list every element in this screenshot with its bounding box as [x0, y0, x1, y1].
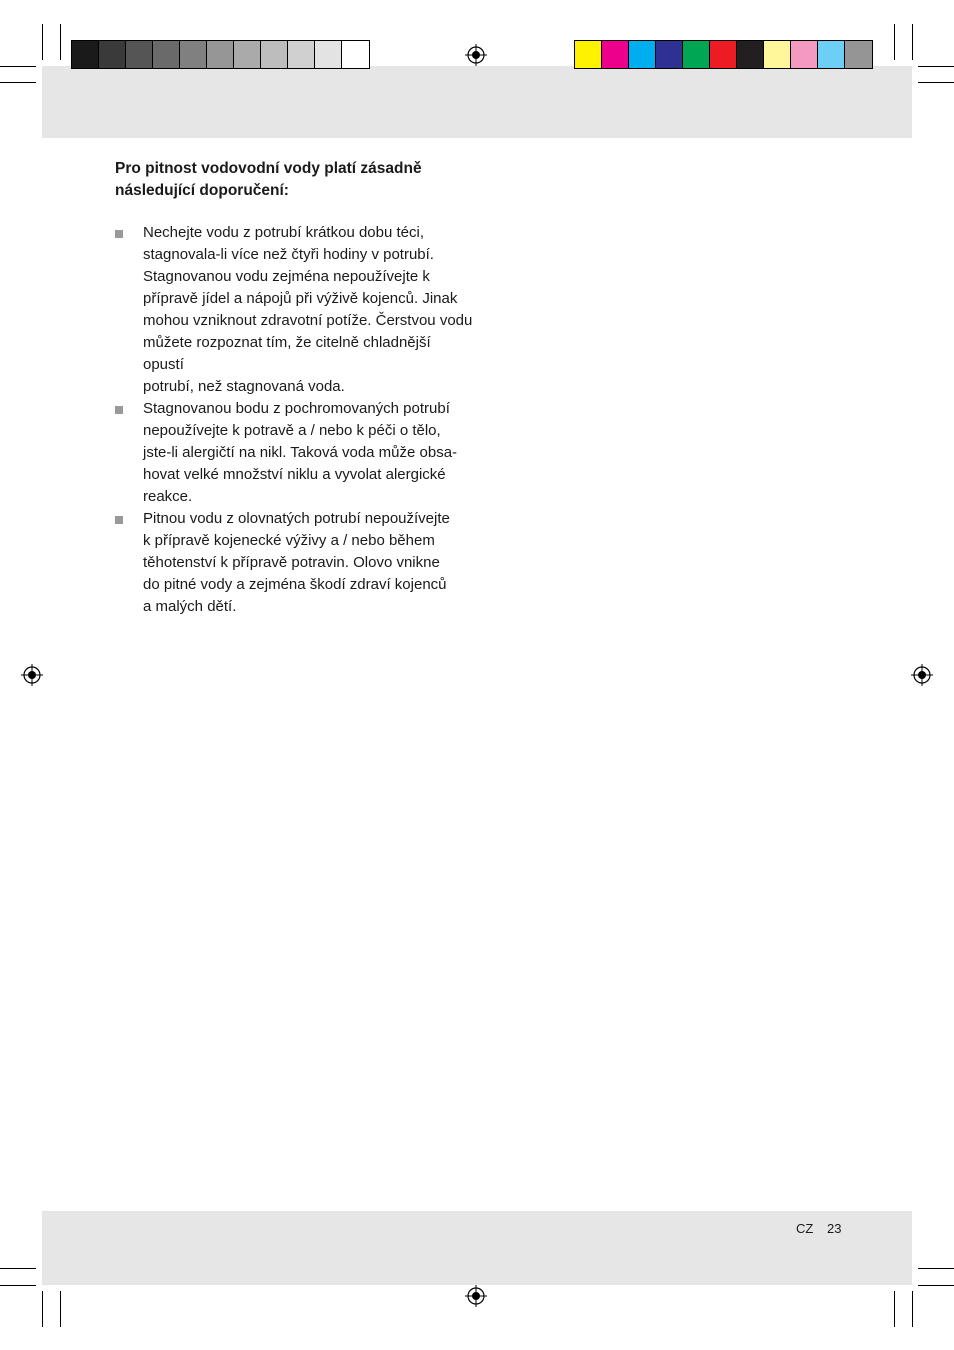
- list-item-line: do pitné vody a zejména škodí zdraví kojenců: [143, 576, 447, 593]
- color-swatch: [234, 41, 261, 68]
- list-item-line: Nechejte vodu z potrubí krátkou dobu téci,: [143, 224, 425, 241]
- list-item-line: přípravě jídel a nápojů při výživě kojenců. Jinak: [143, 290, 458, 307]
- crop-mark: [918, 1285, 954, 1286]
- list-item-line: můžete rozpoznat tím, že citelně chladnější opustí: [143, 334, 431, 373]
- header-band: [42, 66, 912, 138]
- list-item-line: Stagnovanou bodu z pochromovaných potrubí: [143, 400, 450, 417]
- list-item-line: jste-li alergičtí na nikl. Taková voda může obsa-: [143, 444, 458, 461]
- list-item-line: potrubí, než stagnovaná voda.: [143, 378, 345, 395]
- color-swatch: [629, 41, 656, 68]
- color-swatch: [261, 41, 288, 68]
- list-item-line: Pitnou vodu z olovnatých potrubí nepoužívejte: [143, 510, 450, 527]
- crop-mark: [0, 1268, 36, 1269]
- color-swatch: [602, 41, 629, 68]
- square-bullet-icon: [115, 406, 123, 414]
- footer-band: [42, 1211, 912, 1285]
- color-swatch: [180, 41, 207, 68]
- recommendation-list: [115, 222, 475, 618]
- color-swatch: [791, 41, 818, 68]
- list-item-line: nepoužívejte k potravě a / nebo k péči o tělo,: [143, 422, 441, 439]
- color-swatch: [683, 41, 710, 68]
- main-content: [115, 158, 475, 618]
- registration-mark-icon: [465, 44, 487, 66]
- color-swatch: [315, 41, 342, 68]
- color-swatch: [342, 41, 369, 68]
- color-swatch: [153, 41, 180, 68]
- color-swatch: [207, 41, 234, 68]
- list-item-line: k přípravě kojenecké výživy a / nebo během: [143, 532, 435, 549]
- crop-mark: [0, 66, 36, 67]
- color-swatch: [99, 41, 126, 68]
- registration-mark-icon: [465, 1285, 487, 1307]
- page-footer: [796, 1221, 851, 1236]
- crop-mark: [894, 24, 895, 60]
- list-item: [115, 398, 475, 508]
- crop-mark: [0, 1285, 36, 1286]
- color-swatch: [818, 41, 845, 68]
- crop-mark: [42, 24, 43, 60]
- crop-mark: [60, 24, 61, 60]
- color-swatch: [737, 41, 764, 68]
- square-bullet-icon: [115, 516, 123, 524]
- section-heading: [115, 158, 475, 202]
- registration-mark-icon: [21, 664, 43, 686]
- crop-mark: [42, 1291, 43, 1327]
- list-item-line: a malých dětí.: [143, 598, 237, 615]
- crop-mark: [918, 1268, 954, 1269]
- color-swatch: [72, 41, 99, 68]
- crop-mark: [912, 24, 913, 60]
- crop-mark: [894, 1291, 895, 1327]
- color-swatch: [126, 41, 153, 68]
- list-item-line: stagnovala-li více než čtyři hodiny v potrubí.: [143, 246, 434, 263]
- list-item-line: hovat velké množství niklu a vyvolat alergické: [143, 466, 446, 483]
- page-number: 23: [826, 1221, 842, 1236]
- color-swatch: [710, 41, 737, 68]
- list-item: [115, 508, 475, 618]
- list-item-line: Stagnovanou vodu zejména nepoužívejte k: [143, 268, 430, 285]
- list-item: [115, 222, 475, 398]
- crop-mark: [912, 1291, 913, 1327]
- color-swatch: [845, 41, 872, 68]
- color-swatch: [575, 41, 602, 68]
- color-swatch: [656, 41, 683, 68]
- process-color-bar: [574, 40, 873, 69]
- crop-mark: [60, 1291, 61, 1327]
- heading-line: následující doporučení:: [115, 182, 289, 199]
- square-bullet-icon: [115, 230, 123, 238]
- list-item-line: mohou vzniknout zdravotní potíže. Čerstvou vodu: [143, 312, 473, 329]
- color-swatch: [764, 41, 791, 68]
- heading-line: Pro pitnost vodovodní vody platí zásadně: [115, 160, 422, 177]
- grayscale-color-bar: [71, 40, 370, 69]
- color-swatch: [288, 41, 315, 68]
- crop-mark: [918, 82, 954, 83]
- list-item-line: těhotenství k přípravě potravin. Olovo vnikne: [143, 554, 440, 571]
- list-item-line: reakce.: [143, 488, 193, 505]
- crop-mark: [918, 66, 954, 67]
- registration-mark-icon: [911, 664, 933, 686]
- crop-mark: [0, 82, 36, 83]
- language-code: CZ: [796, 1221, 814, 1236]
